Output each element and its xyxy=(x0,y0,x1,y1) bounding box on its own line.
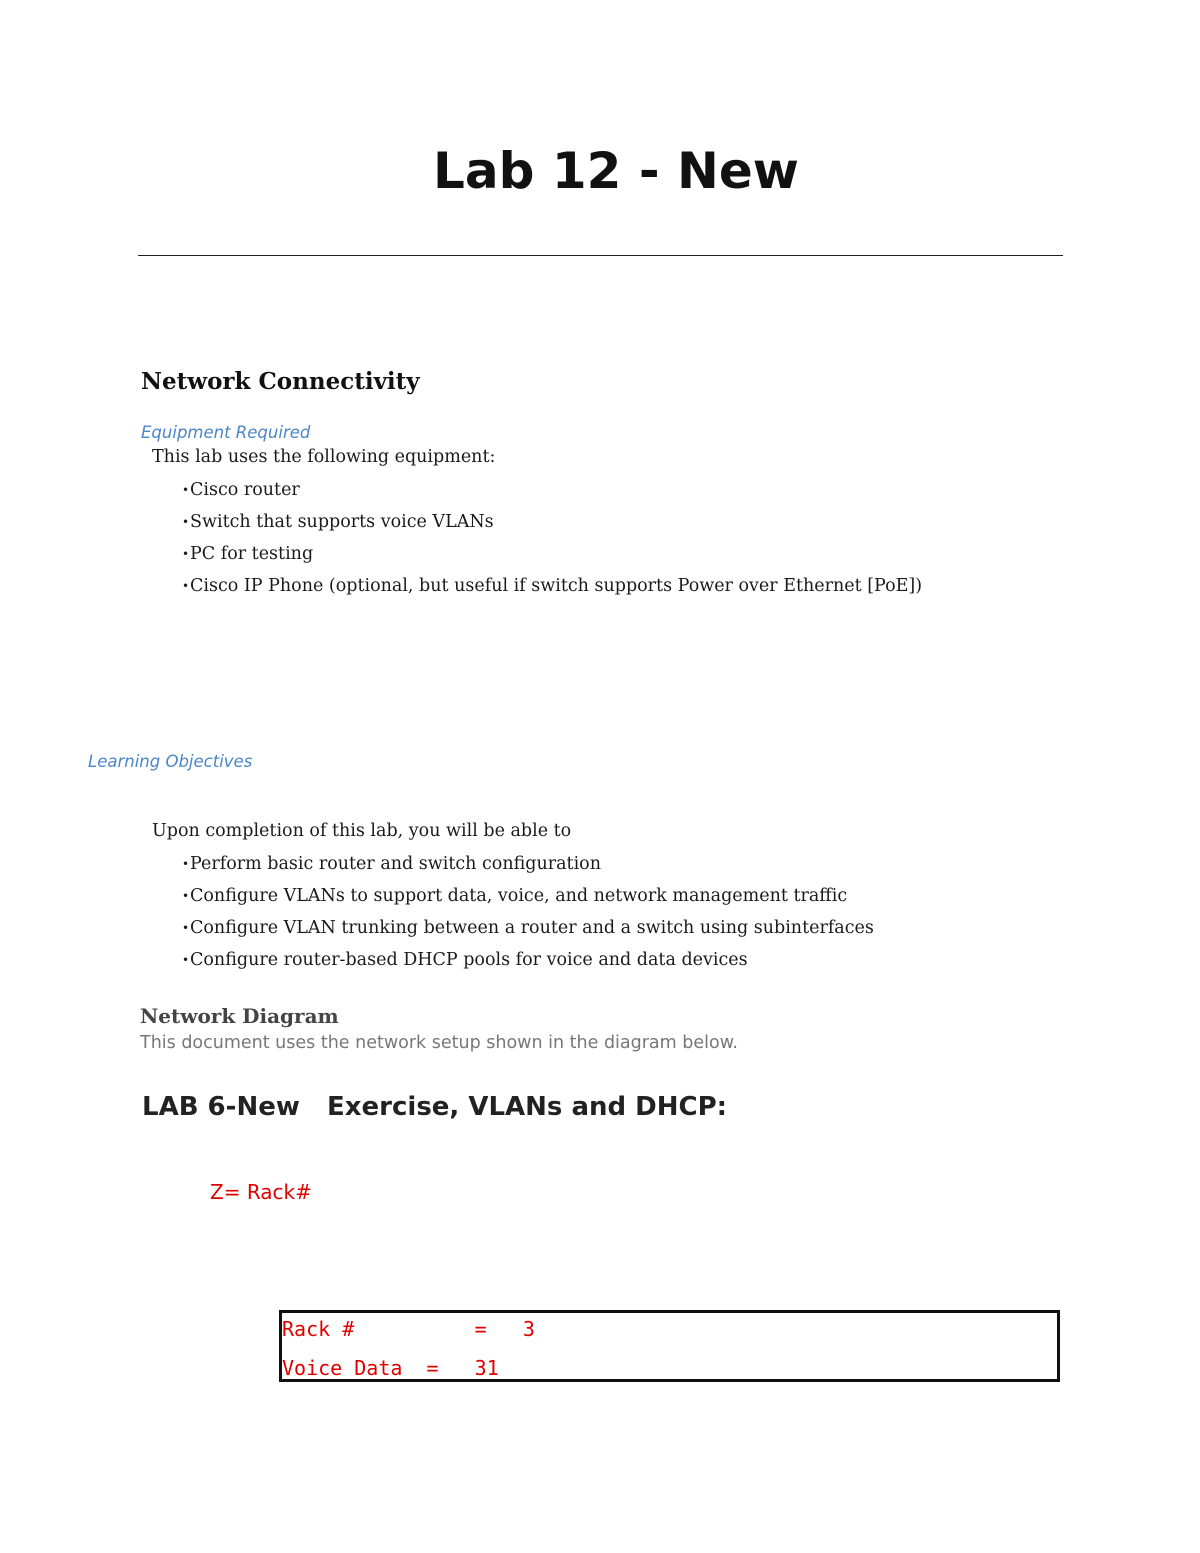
bullet-icon: • xyxy=(182,579,190,593)
rack-info-box xyxy=(279,1310,1060,1382)
section-heading-network-connectivity: Network Connectivity xyxy=(141,368,420,395)
voice-data-row: Voice Data = 31 xyxy=(282,1356,499,1380)
list-item: •Cisco IP Phone (optional, but useful if switch supports Power over Ethernet [PoE]) xyxy=(182,576,923,596)
subheading-learning-objectives: Learning Objectives xyxy=(88,752,253,771)
exercise-heading: LAB 6-New Exercise, VLANs and DHCP: xyxy=(142,1092,728,1122)
bullet-icon: • xyxy=(182,515,190,529)
title-divider xyxy=(138,255,1063,256)
document-title: Lab 12 - New xyxy=(433,142,799,200)
bullet-icon: • xyxy=(182,921,190,935)
list-item: •Configure router-based DHCP pools for voice and data devices xyxy=(182,950,748,970)
list-item: •Cisco router xyxy=(182,480,300,500)
bullet-icon: • xyxy=(182,953,190,967)
list-item: •PC for testing xyxy=(182,544,314,564)
section-heading-network-diagram: Network Diagram xyxy=(140,1004,339,1028)
bullet-icon: • xyxy=(182,483,190,497)
list-item: •Switch that supports voice VLANs xyxy=(182,512,494,532)
network-diagram-description: This document uses the network setup shown in the diagram below. xyxy=(140,1033,738,1053)
list-item: •Configure VLANs to support data, voice, and network management traffic xyxy=(182,886,848,906)
equipment-intro-text: This lab uses the following equipment: xyxy=(152,447,496,467)
bullet-icon: • xyxy=(182,857,190,871)
bullet-icon: • xyxy=(182,547,190,561)
learning-objectives-list xyxy=(182,853,874,981)
rack-number-row: Rack # = 3 xyxy=(282,1317,535,1341)
equipment-list xyxy=(182,479,922,607)
list-item: •Perform basic router and switch configuration xyxy=(182,854,601,874)
bullet-icon: • xyxy=(182,889,190,903)
list-item: •Configure VLAN trunking between a router and a switch using subinterfaces xyxy=(182,918,874,938)
subheading-equipment-required: Equipment Required xyxy=(141,423,311,442)
rack-formula-label: Z= Rack# xyxy=(210,1180,312,1204)
learning-objectives-intro-text: Upon completion of this lab, you will be able to xyxy=(152,821,572,841)
